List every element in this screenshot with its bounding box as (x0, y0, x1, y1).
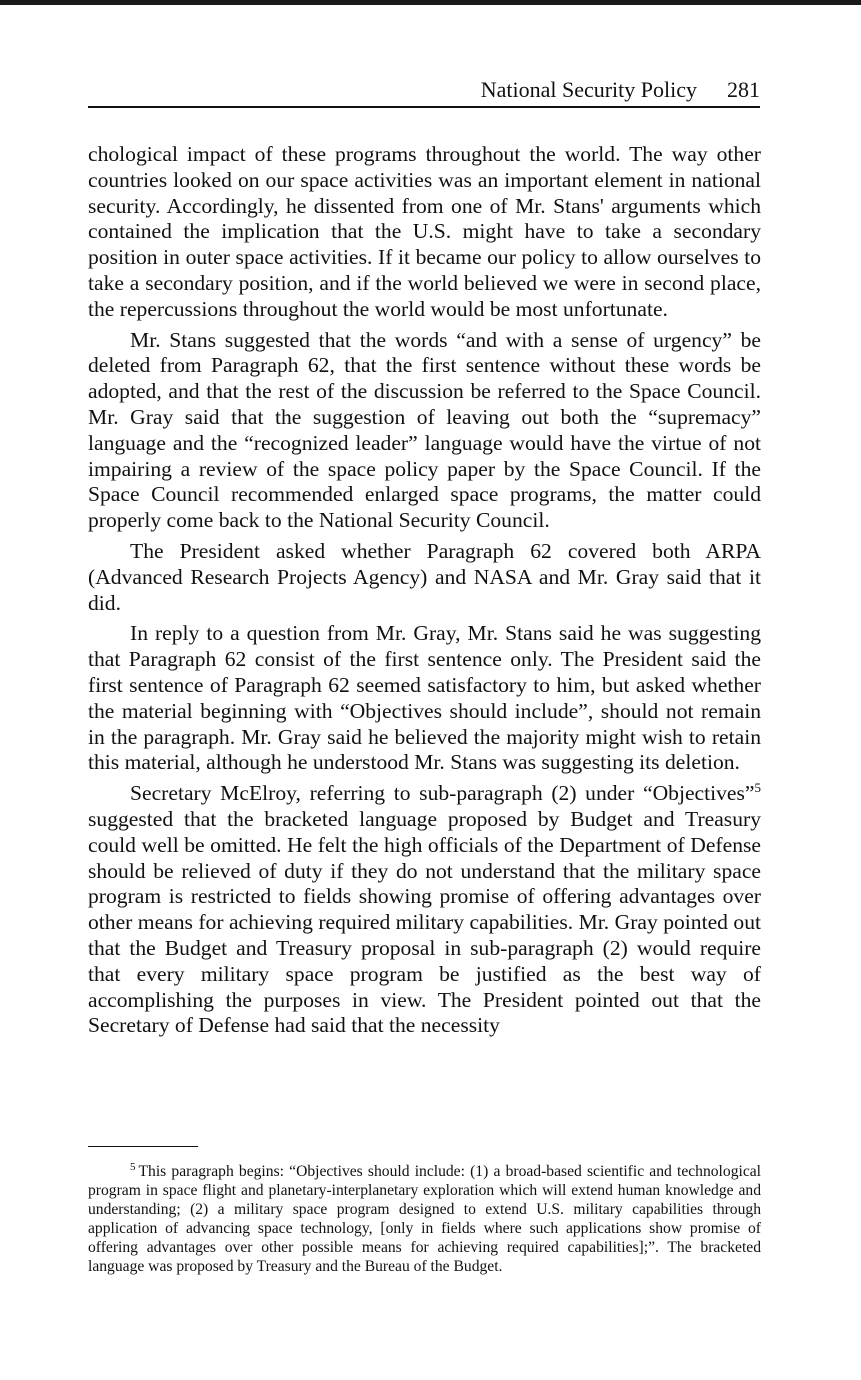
header-title: National Security Policy (480, 77, 697, 102)
footnote-divider (88, 1146, 198, 1147)
paragraph-5 (88, 781, 761, 1039)
paragraph-3: The President asked whether Paragraph 62 covered both ARPA (Advanced Research Projects Agency) and NASA and Mr. Gray said that it did. (88, 538, 761, 615)
body-text (88, 142, 761, 1044)
paragraph-1: chological impact of these programs throughout the world. The way other countries looked on our space activities was an important element in national security. Accordingly, he dissented from one of Mr. Stans' arguments which contained the implication that the U.S. might have to take a secondary position in outer space activities. If it became our policy to allow ourselves to take a secondary position, and if the world believed we were in second place, the repercussions throughout the world would be most unfortunate. (88, 142, 761, 321)
page-number: 281 (727, 77, 760, 102)
paragraph-5-rest: suggested that the bracketed language proposed by Budget and Treasury could well be omitted. He felt the high officials of the Department of Defense should be relieved of duty if they do not understand that the military space program is restricted to fields showing promise of offering advantages over other means for achieving required military capabilities. Mr. Gray pointed out that the Budget and Treasury proposal in sub-paragraph (2) would require that every military space program be justified as the best way of accomplishing the purposes in view. The President pointed out that the Secretary of Defense had said that the necessity (88, 806, 761, 1038)
scan-top-border (0, 0, 861, 5)
footnote-number: 5 (130, 1160, 136, 1173)
paragraph-4: In reply to a question from Mr. Gray, Mr. Stans said he was suggesting that Paragraph 62 consist of the first sentence only. The President said the first sentence of Paragraph 62 seemed satisfactory to him, but asked whether the material beginning with “Objectives should include”, should not remain in the paragraph. Mr. Gray said he believed the majority might wish to retain this material, although he understood Mr. Stans was suggesting its deletion. (88, 621, 761, 775)
paragraph-5-start: Secretary McElroy, referring to sub-paragraph (2) under “Objectives” (130, 781, 755, 806)
running-header (88, 74, 760, 108)
footnote-reference: 5 (754, 779, 761, 795)
footnote (88, 1162, 761, 1276)
footnote-text: This paragraph begins: “Objectives should include: (1) a broad-based scientific and technological program in space flight and planetary-interplanetary exploration which will extend human knowledge and understanding; (2) a military space program designed to extend U.S. military capabilities through application of advancing space technology, [only in fields where such applications show promise of offering advantages over other possible means for achieving required capabilities];”. The bracketed language was proposed by Treasury and the Bureau of the Budget. (88, 1163, 761, 1275)
paragraph-2: Mr. Stans suggested that the words “and with a sense of urgency” be deleted from Paragraph 62, that the first sentence without these words be adopted, and that the rest of the discussion be referred to the Space Council. Mr. Gray said that the suggestion of leaving out both the “supremacy” language and the “recognized leader” language would have the virtue of not impairing a review of the space policy paper by the Space Council. If the Space Council recommended enlarged space programs, the matter could properly come back to the National Security Council. (88, 327, 761, 533)
